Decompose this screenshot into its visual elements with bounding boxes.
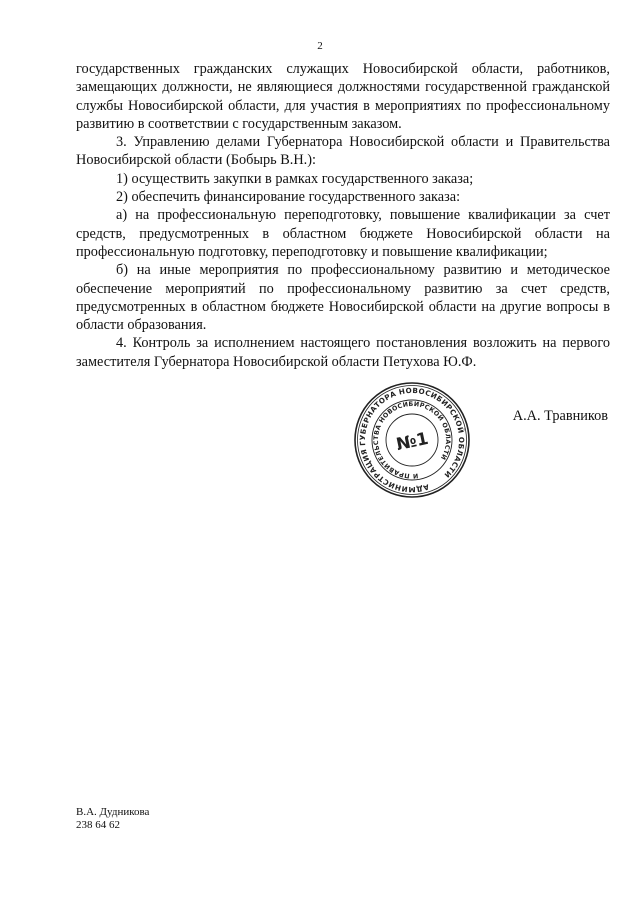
executor-name: В.А. Дудникова bbox=[76, 806, 150, 818]
seal-number: №1 bbox=[394, 428, 431, 456]
official-seal bbox=[352, 380, 472, 500]
document-body bbox=[76, 60, 610, 371]
paragraph-subitem-2: 2) обеспечить финансирование государственного заказа: bbox=[116, 189, 461, 206]
paragraph-subitem-a: а) на профессиональную переподготовку, повышение квалификации за счет средств, предусмотренных в областном бюджете Новосибирской области на профессиональную подготовку, переподготовку и повышение квалификации; bbox=[76, 207, 610, 260]
paragraph-continuation: государственных гражданских служащих Новосибирской области, работников, замещающих должности, не являющиеся должностями государственной гражданской службы Новосибирской области, для участия в мероприятиях по профессиональному развитию в соответствии с государственным заказом. bbox=[76, 61, 610, 132]
page-number: 2 bbox=[317, 40, 323, 52]
footer-contact bbox=[76, 806, 149, 832]
paragraph-subitem-b: б) на иные мероприятия по профессиональному развитию и методическое обеспечение мероприятий по профессиональному развитию за счет средств, предусмотренных в областном бюджете Новосибирской области на другие вопросы в области образования. bbox=[76, 262, 610, 334]
executor-phone: 238 64 62 bbox=[76, 819, 120, 831]
seal-inner-text: И ПРАВИТЕЛЬСТВА НОВОСИБИРСКОЙ ОБЛАСТИ bbox=[372, 400, 452, 480]
paragraph-subitem-1: 1) осуществить закупки в рамках государственного заказа; bbox=[116, 170, 474, 187]
paragraph-item-3: 3. Управлению делами Губернатора Новосибирской области и Правительства Новосибирской области (Бобырь В.Н.): bbox=[76, 134, 610, 169]
seal-outer-text: АДМИНИСТРАЦИЯ ГУБЕРНАТОРА НОВОСИБИРСКОЙ ОБЛАСТИ bbox=[357, 385, 467, 495]
signer-name: А.А. Травников bbox=[512, 408, 608, 424]
paragraph-item-4: 4. Контроль за исполнением настоящего постановления возложить на первого заместителя Губернатора Новосибирской области Петухова Ю.Ф. bbox=[76, 335, 610, 370]
